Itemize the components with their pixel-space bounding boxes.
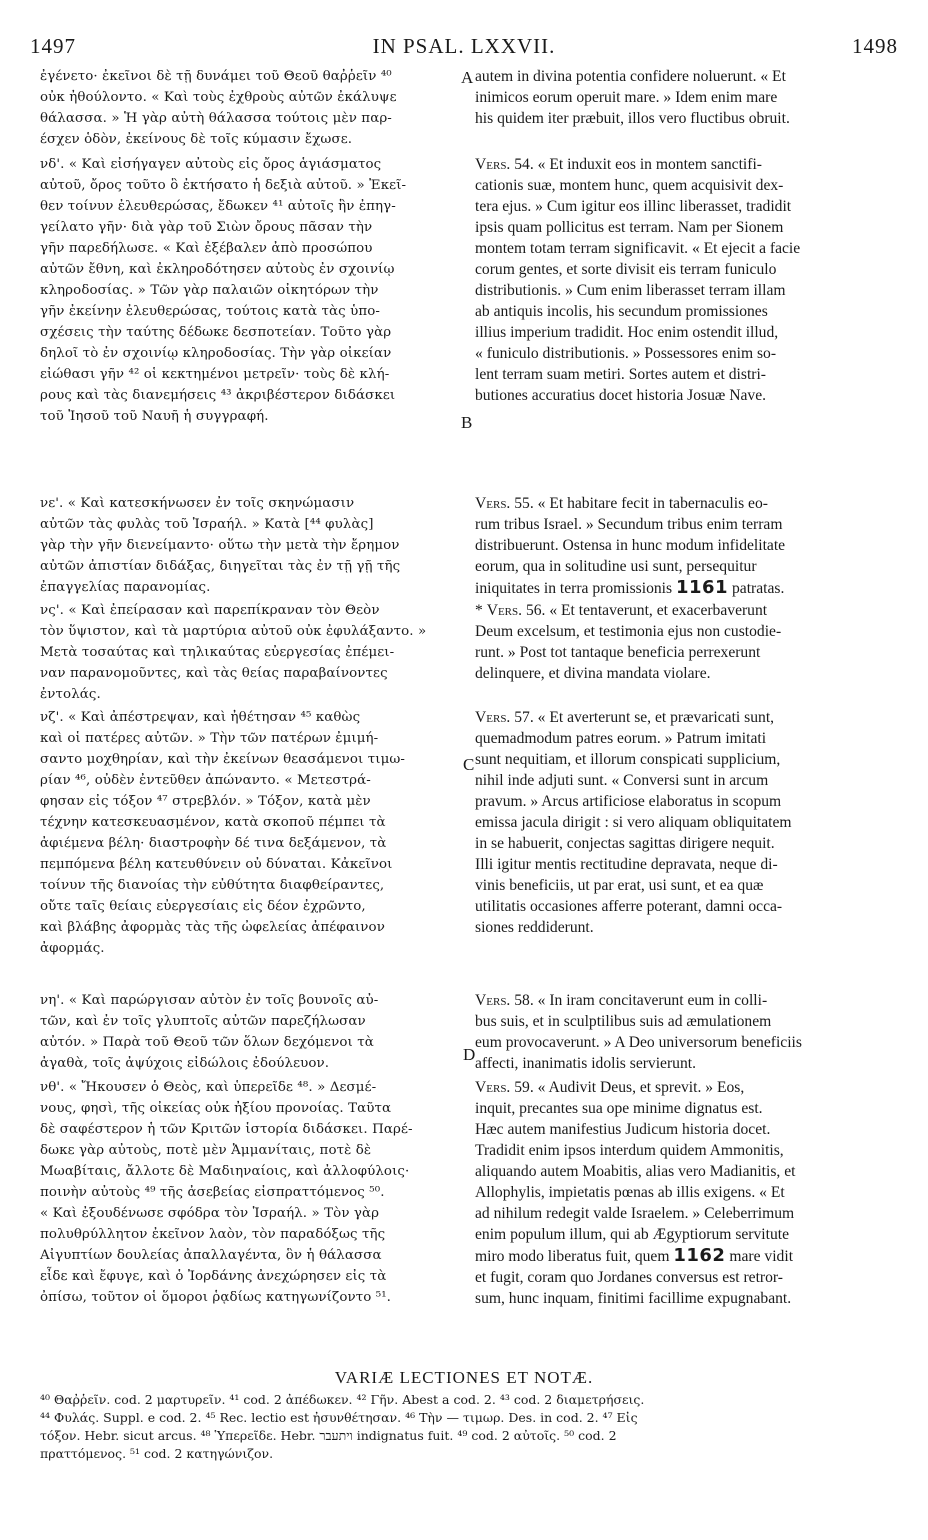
verse-label: Vers. <box>486 602 523 619</box>
greek-paragraph: νθ'. « Ἤκουσεν ὁ Θεὸς, καὶ ὑπερεῖδε ⁴⁸. » Δεσμέ- νους, φησὶ, τῆς οἰκείας οὐκ ἠξίου προνοίας. Ταῦτα δὲ σαφέστερον ἡ τῶν Κριτῶν ἱστορία διδάσκει. Παρέ- δωκε γὰρ αὐτοὺς, ποτὲ μὲν Ἀμμανίταις, ποτὲ δὲ Μωαβίταις, ἄλλοτε δὲ Μαδιηναίοις, καὶ ἀλλοφύλοις· ποινὴν αὐτοὺς ⁴⁹ τῆς ἀσεβείας εἰσπραττόμενος ⁵⁰. « Καὶ ἐξουδένωσε σφόδρα τὸν Ἰσραήλ. » Τὸν γὰρ πολυθρύλλητον ἐκεῖνον λαὸν, τὸν παραδόξως τῆς Αἰγυπτίων δουλείας ἀπαλλαγέντα, ὃν ἡ θάλασσα εἶδε καὶ ἔφυγε, καὶ ὁ Ἰορδάνης ἀνεχώρησεν εἰς τὰ ὀπίσω, τοῦτον οἱ ὅμοροι ῥᾳδίως κατηγωνίζοντο ⁵¹. <box>40 1080 413 1305</box>
textual-notes: ⁴⁰ Θαῤῥεῖν. cod. 2 μαρτυρεῖν. ⁴¹ cod. 2 ἀπέδωκεν. ⁴² Γῆν. Abest a cod. 2. ⁴³ cod. 2 διαμετρήσεις. ⁴⁴ Φυλάς. Suppl. e cod. 2. ⁴⁵ Rec. lectio est ἠσυνθέτησαν. ⁴⁶ Τὴν — τιμωρ. Des. in cod. 2. ⁴⁷ Εἰς τόξον. Hebr. sicut arcus. ⁴⁸ Ὑπερεῖδε. Hebr. ויתעבר indignatus fuit. ⁴⁹ cod. 2 αὐτοῖς. ⁵⁰ cod. 2 πραττόμενος. ⁵¹ cod. 2 κατηγώνιζον. <box>40 1392 645 1461</box>
latin-paragraph <box>475 154 895 406</box>
latin-paragraph <box>475 707 895 938</box>
latin-text: patratas. <box>728 580 785 597</box>
latin-text: 56. « Et tentaverunt, et exacerbaverunt Deum excelsum, et testimonia ejus non custodie- runt. » Post tot tantaque beneficia perrexerunt delinquere, et divina mandata violare. <box>475 602 782 682</box>
verse-label: Vers. <box>475 156 511 173</box>
migne-column-number: 1161 <box>675 577 729 598</box>
latin-text: 54. « Et induxit eos in montem sanctifi- cationis suæ, montem hunc, quem acquisivit dex- tera ejus. » Cum igitur eos illinc liberasset, tradidit ipsis quam pollicitus est terram. Nam per Sionem montem totam terram significavit. « Et ejecit a facie corum gentes, et sorte divisit eis terram funiculo distributionis. » Cum enim liberasset terram illam ab antiquis incolis, his secundum promissiones illius imperium tradidit. Hoc enim ostendit illud, « funiculo distributionis. » Possessores enim so- lent terram suam metiri. Sortes autem et distri- butiones accuratius docet historia Josuæ Nave. <box>475 156 801 404</box>
running-title: IN PSAL. LXXVII. <box>372 34 556 58</box>
greek-paragraph: νη'. « Καὶ παρώργισαν αὐτὸν ἐν τοῖς βουνοῖς αὐ- τῶν, καὶ ἐν τοῖς γλυπτοῖς αὐτῶν παρεζήλωσαν αὐτόν. » Παρὰ τοῦ Θεοῦ τῶν ὅλων δεχόμενοι τὰ ἀγαθὰ, τοῖς ἀψύχοις εἰδώλοις ἐδούλευον. <box>40 993 379 1071</box>
verse-label: Vers. <box>475 1079 511 1096</box>
latin-text: 55. « Et habitare fecit in tabernaculis eo- rum tribus Israel. » Secundum tribus enim terram distribuerunt. Ostensa in hunc modum infidelitate eorum, qua in solitudine usi sunt, persequitur iniquitates in terra promissionis <box>475 495 786 597</box>
greek-paragraph: νζ'. « Καὶ ἀπέστρεψαν, καὶ ἠθέτησαν ⁴⁵ καθὼς καὶ οἱ πατέρες αὐτῶν. » Τὴν τῶν πατέρων ἐμιμή- σαντο μοχθηρίαν, καὶ τὴν ἐκείνων θεασάμενοι τιμω- ρίαν ⁴⁶, οὐδὲν ἐντεῦθεν ἀπώναντο. « Μετεστρά- φησαν εἰς τόξον ⁴⁷ στρεβλόν. » Τόξον, κατὰ μὲν τέχνην κατεσκευασμένον, κατὰ σκοποῦ πέμπει τὰ ἀφιέμενα βέλη· διαστροφὴν δέ τινα δεξάμενον, τὰ πεμπόμενα βέλη κατευθύνειν οὐ δύναται. Κἀκεῖνοι τοίνυν τῆς διανοίας τὴν εὐθύτητα διαφθείραντες, οὔτε ταῖς θείαις εὐεργεσίαις εἰς δέον ἐχρῶντο, καὶ βλάβης ἀφορμὰς τὰς τῆς ὠφελείας ἀπέφαινον ἀφορμάς. <box>40 710 406 956</box>
greek-paragraph: ἐγένετο· ἐκεῖνοι δὲ τῇ δυνάμει τοῦ Θεοῦ θαῤῥεῖν ⁴⁰ οὐκ ἠθούλοντο. « Καὶ τοὺς ἐχθροὺς αὐτῶν ἐκάλυψε θάλασσα. » Ἡ γὰρ αὐτὴ θάλασσα τούτοις μὲν παρ- έσχεν ὁδὸν, ἐκείνους δὲ τοῖς κύμασιν ἔχωσε. <box>40 69 397 147</box>
latin-paragraph <box>475 1077 895 1309</box>
notes-heading: VARIÆ LECTIONES ET NOTÆ. <box>334 1368 594 1387</box>
greek-paragraph: νε'. « Καὶ κατεσκήνωσεν ἐν τοῖς σκηνώμασιν αὐτῶν τὰς φυλὰς τοῦ Ἰσραήλ. » Κατὰ [⁴⁴ φυλὰς] γὰρ τὴν γῆν διενείμαντο· οὕτω τὴν μετὰ τὴν ἔρημον αὐτῶν ἀπιστίαν διδάξας, διηγεῖται τὰς ἐν τῇ γῇ τῆς ἐπαγγελίας παρανομίας. <box>40 496 401 595</box>
column-number-left: 1497 <box>30 34 76 58</box>
latin-text: 59. « Audivit Deus, et sprevit. » Eos, inquit, precantes sua ope minime dignatus est. Hæc autem manifestius Judicum historia docet. Tradidit enim ipsos interdum quidem Ammonitis, aliquando autem Moabitis, alias vero Madianitis, et Allophylis, impietatis pœnas ab illis exigens. « Et ad nihilum redegit valde Israelem. » Celeberrimum enim populum illum, qui ab Ægyptiorum servitute miro modo liberatus fuit, quem <box>475 1079 796 1265</box>
latin-paragraph <box>475 493 895 599</box>
latin-text: 57. « Et averterunt se, et prævaricati sunt, quemadmodum patres eorum. » Patrum imitati sunt nequitiam, et illorum conspicati supplicium, nihil inde adjuti sunt. « Conversi sunt in arcum pravum. » Arcus artificiose elaboratus in scopum emissa jacula dirigit : si vero aliquam obliquitatem in se habuerit, conjectas sagittas dirigere nequit. Illi igitur mentis rectitudine depravata, neque di- vinis beneficiis, ut par erat, usi sunt, et ea quæ utilitatis occasiones afferre poterant, damni occa- siones reddiderunt. <box>475 709 792 936</box>
verse-label: Vers. <box>475 992 511 1009</box>
greek-paragraph: νς'. « Καὶ ἐπείρασαν καὶ παρεπίκραναν τὸν Θεὸν τὸν ὕψιστον, καὶ τὰ μαρτύρια αὐτοῦ οὐκ ἐφυλάξαντο. » Μετὰ τοσαύτας καὶ τηλικαύτας εὐεργεσίας ἐπέμει- ναν παρανομοῦντες, καὶ τὰς θείας παραβαίνοντες ἐντολάς. <box>40 603 427 702</box>
margin-marker-d: D <box>463 1045 476 1064</box>
latin-paragraph <box>475 990 895 1074</box>
margin-marker-a: A <box>461 68 474 87</box>
latin-text: mare vidit et fugit, coram quo Jordanes conversus est retror- sum, hunc inquam, finitimi facillime expugnabant. <box>475 1248 794 1307</box>
margin-marker-b: B <box>461 413 473 432</box>
running-header <box>30 34 898 58</box>
latin-paragraph <box>475 600 895 684</box>
greek-paragraph: νδ'. « Καὶ εἰσήγαγεν αὐτοὺς εἰς ὄρος ἁγιάσματος αὐτοῦ, ὄρος τοῦτο ὃ ἐκτήσατο ἡ δεξιὰ αὐτοῦ. » Ἐκεῖ- θεν τοίνυν ἐλευθερώσας, ἔδωκεν ⁴¹ αὐτοῖς ἣν ἐπηγ- γείλατο γῆν· διὰ γὰρ τοῦ Σιὼν ὄρους πᾶσαν τὴν γῆν παρεδήλωσε. « Καὶ ἐξέβαλεν ἀπὸ προσώπου αὐτῶν ἔθνη, καὶ ἐκληροδότησεν αὐτοὺς ἐν σχοινίῳ κληροδοσίας. » Τῶν γὰρ παλαιῶν οἰκητόρων τὴν γῆν ἐκείνην ἐλευθερώσας, τούτοις κατὰ τὰς ὑπο- σχέσεις τὴν ταύτης δέδωκε δεσποτείαν. Τοῦτο γὰρ δηλοῖ τὸ ἐν σχοινίῳ κληροδοσίας. Τὴν γὰρ οἰκείαν εἰώθασι γῆν ⁴² οἱ κεκτημένοι μετρεῖν· τοὺς δὲ κλή- ρους καὶ τὰς διανεμήσεις ⁴³ ἀκριβέστερον διδάσκει τοῦ Ἰησοῦ τοῦ Ναυῆ ἡ συγγραφή. <box>40 157 407 424</box>
latin-paragraph: autem in divina potentia confidere noluerunt. « Et inimicos eorum operuit mare. » Idem enim mare his quidem iter præbuit, illos vero fluctibus obruit. <box>475 68 790 127</box>
migne-column-number: 1162 <box>673 1245 726 1266</box>
verse-label: Vers. <box>475 709 511 726</box>
verse-asterisk: * <box>475 602 487 619</box>
column-number-right: 1498 <box>852 34 898 58</box>
margin-marker-c: C <box>463 755 475 774</box>
latin-text: 58. « In iram concitaverunt eum in colli- bus suis, et in sculptilibus suis ad æmulationem eum provocaverunt. » A Deo universorum beneficiis affecti, inanimatis idolis servierunt. <box>475 992 802 1072</box>
verse-label: Vers. <box>475 495 511 512</box>
